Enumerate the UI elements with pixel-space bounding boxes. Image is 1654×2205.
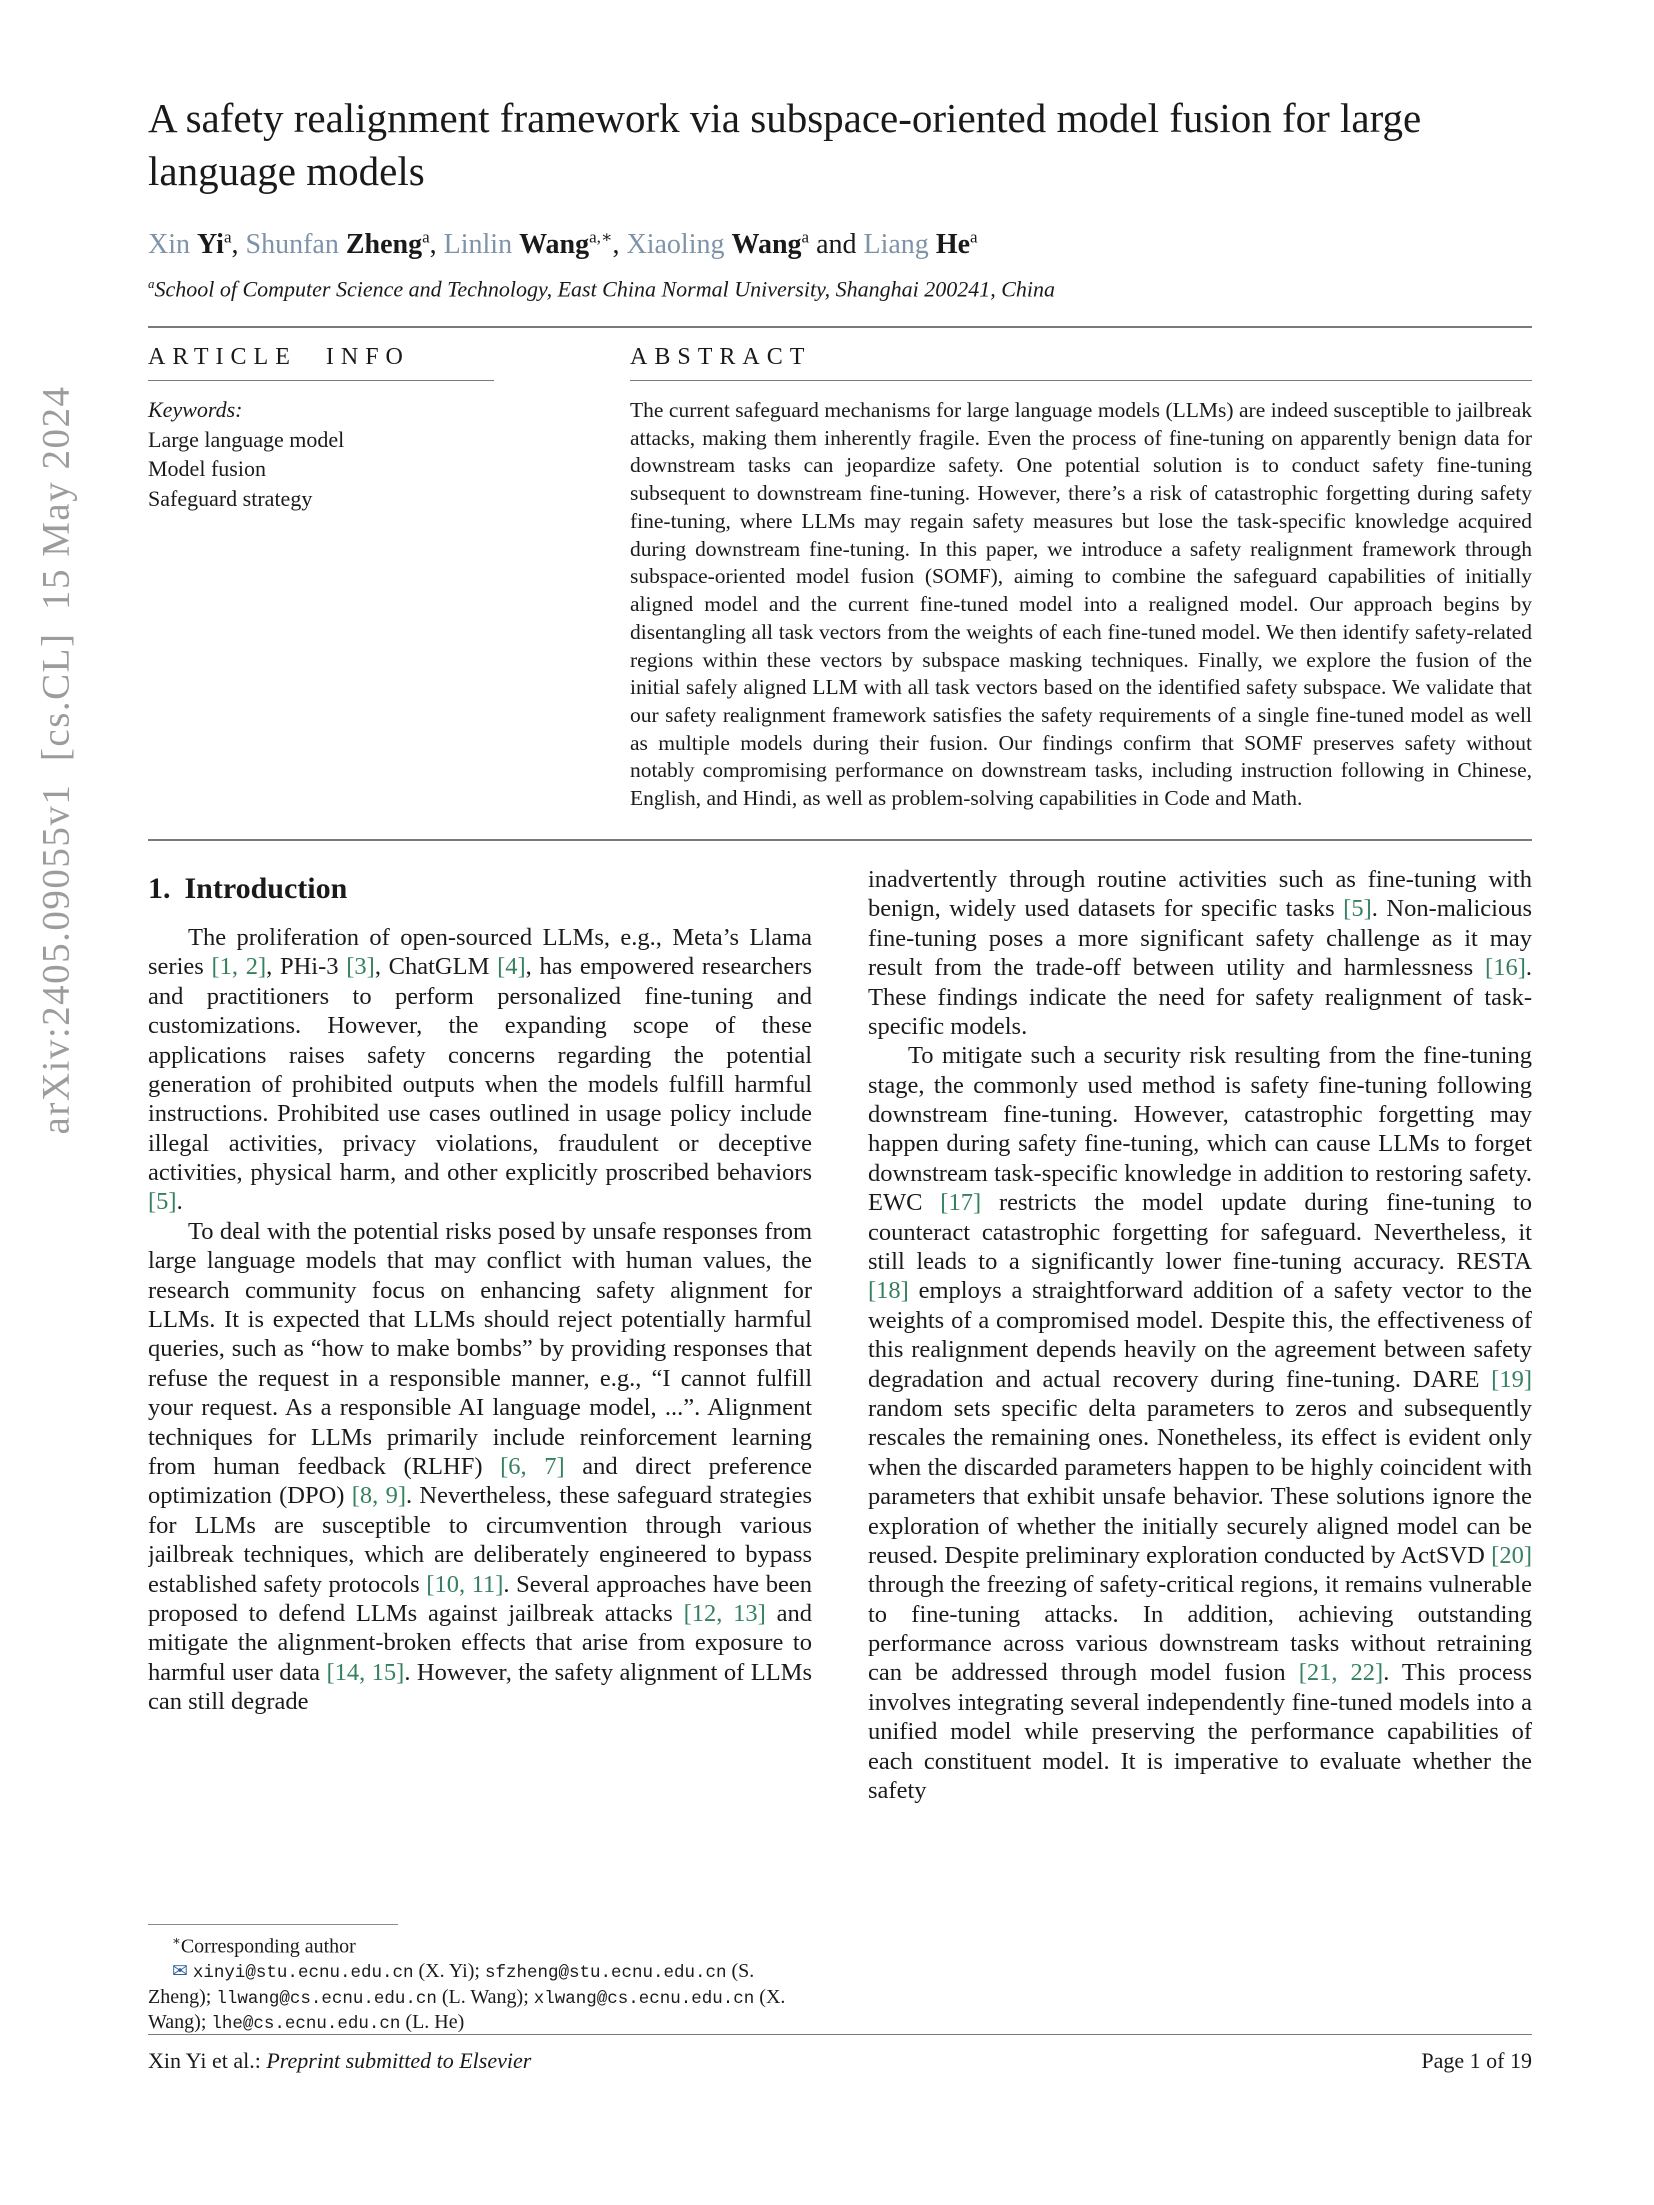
keywords-label: Keywords:: [148, 396, 243, 422]
abstract-column: [630, 344, 1532, 813]
body-columns: [148, 865, 1532, 2035]
author-name: Xiaoling Wang$^a$: [626, 227, 810, 260]
info-abstract-section: [148, 344, 1532, 813]
citation-link[interactable]: [10, 11]: [426, 1570, 504, 1598]
citation-link[interactable]: [1, 2]: [211, 953, 267, 981]
paragraph: inadvertently through routine activities such as fine-tuning with benign, widely used datasets for specific tasks [5]. Non-malicious fine-tuning poses a more significant safety challenge as it may result from the trade-off between utility and harmlessness [16]. These findings indicate the need for safety realignment of task-specific models.: [868, 865, 1532, 1040]
intro-paragraphs: [148, 923, 812, 1717]
citation-link[interactable]: [3]: [346, 953, 375, 981]
footer-running-title: [148, 2048, 531, 2074]
citation-link[interactable]: [12, 13]: [683, 1599, 766, 1627]
author-name: Liang He$^a$: [863, 227, 978, 260]
email-link[interactable]: llwang@cs.ecnu.edu.cn: [216, 1988, 437, 2009]
paper-content: [148, 0, 1532, 2205]
abstract-text: The current safeguard mechanisms for large language models (LLMs) are indeed susceptible to jailbreak attacks, making them inherently fragile. Even the process of fine-tuning on apparently benign data for downstream tasks can jeopardize safety. One potential solution is to conduct safety fine-tuning subsequent to downstream fine-tuning. However, there’s a risk of catastrophic forgetting during safety fine-tuning, where LLMs may regain safety measures but lose the task-specific knowledge acquired during downstream fine-tuning. In this paper, we introduce a safety realignment framework through subspace-oriented model fusion (SOMF), aiming to combine the safeguard capabilities of initially aligned model and the current fine-tuned model into a realigned model. Our approach begins by disentangling all task vectors from the weights of each fine-tuned model. We then identify safety-related regions within these vectors by subspace masking techniques. Finally, we explore the fusion of the initial safely aligned LLM with all task vectors based on the identified safety subspace. We validate that our safety realignment framework satisfies the safety requirements of a single fine-tuned model as well as multiple models during their fusion. Our findings confirm that SOMF preserves safety without notably compromising performance on downstream tasks, including instruction following in Chinese, English, and Hindi, as well as problem-solving capabilities in Code and Math.: [630, 397, 1532, 811]
email-link[interactable]: lhe@cs.ecnu.edu.cn: [211, 2013, 401, 2034]
corresponding-author-label: Corresponding author: [180, 1935, 356, 1958]
affiliation-superscript: a: [148, 275, 155, 291]
article-info-column: [148, 344, 494, 813]
citation-link[interactable]: [16]: [1485, 954, 1526, 982]
footer-authors: Xin Yi et al.:: [148, 2048, 261, 2073]
paper-title: A safety realignment framework via subspace-oriented model fusion for large language models: [148, 95, 1422, 195]
keyword-item: Large language model: [148, 426, 345, 452]
citation-link[interactable]: [14, 15]: [326, 1658, 405, 1686]
abstract-header: ABSTRACT: [630, 344, 1532, 381]
section-title: Introduction: [184, 871, 348, 905]
author-name: Shunfan Zheng$^a$: [245, 227, 430, 260]
citation-link[interactable]: [20]: [1491, 1541, 1532, 1569]
left-column: [148, 865, 812, 2035]
arxiv-stamp: arXiv:2405.09055v1 [cs.CL] 15 May 2024: [34, 385, 78, 1135]
paragraph: To deal with the potential risks posed by unsafe responses from large language models that may conflict with human values, the research community focus on enhancing safety alignment for LLMs. It is expected that LLMs should reject potentially harmful queries, such as “how to make bombs” by providing responses that refuse the request in a responsible manner, e.g., “I cannot fulfill your request. As a responsible AI language model, ...”. Alignment techniques for LLMs primarily include reinforcement learning from human feedback (RLHF) [6, 7] and direct preference optimization (DPO) [8, 9]. Nevertheless, these safeguard strategies for LLMs are susceptible to circumvention through various jailbreak techniques, which are deliberately engineered to bypass established safety protocols [10, 11]. Several approaches have been proposed to defend LLMs against jailbreak attacks [12, 13] and mitigate the alignment-broken effects that arise from exposure to harmful user data [14, 15]. However, the safety alignment of LLMs can still degrade: [148, 1217, 812, 1716]
email-link[interactable]: xinyi@stu.ecnu.edu.cn: [192, 1963, 414, 1984]
page-number: Page 1 of 19: [1421, 2048, 1532, 2073]
citation-link[interactable]: [6, 7]: [500, 1452, 565, 1480]
author-list: Xin Yi$^a$, Shunfan Zheng$^a$, Linlin Wang$^{a,∗}$, Xiaoling Wang$^a$ and Liang He$^a$: [148, 227, 978, 260]
citation-link[interactable]: [8, 9]: [351, 1482, 406, 1510]
citation-link[interactable]: [5]: [1343, 895, 1372, 923]
keywords-list: [148, 425, 494, 513]
citation-link[interactable]: [18]: [868, 1277, 909, 1305]
article-info-header: ARTICLE INFO: [148, 344, 494, 381]
email-link[interactable]: sfzheng@stu.ecnu.edu.cn: [484, 1963, 727, 1984]
affiliation: [148, 276, 1532, 302]
envelope-icon: ✉: [172, 1961, 188, 1983]
author-name: Linlin Wang$^{a,∗}$: [443, 227, 613, 260]
footnote: [148, 1910, 812, 2035]
citation-link[interactable]: [19]: [1491, 1365, 1532, 1393]
keyword-item: Model fusion: [148, 456, 266, 482]
citation-link[interactable]: [4]: [497, 953, 526, 981]
divider: [148, 326, 1532, 328]
page-footer: [148, 2034, 1532, 2074]
author-name: Xin Yi$^a$: [148, 227, 232, 260]
footnote-rule: [148, 1924, 398, 1925]
keyword-item: Safeguard strategy: [148, 485, 313, 511]
right-column: [868, 865, 1532, 2035]
paragraph: To mitigate such a security risk resulting from the fine-tuning stage, the commonly used method is safety fine-tuning following downstream fine-tuning. However, catastrophic forgetting may happen during safety fine-tuning, which can cause LLMs to forget downstream task-specific knowledge in addition to restoring safety. EWC [17] restricts the model update during fine-tuning to counteract catastrophic forgetting for safeguard. Nevertheless, it still leads to a significantly lower fine-tuning accuracy. RESTA [18] employs a straightforward addition of a safety vector to the weights of a compromised model. Despite this, the effectiveness of this realignment depends heavily on the agreement between safety degradation and actual recovery during fine-tuning. DARE [19] random sets specific delta parameters to zeros and subsequently rescales the remaining ones. Nonetheless, its effect is evident only when the discarded parameters happen to be highly coincident with parameters that exhibit unsafe behavior. These solutions ignore the exploration of whether the initially securely aligned model can be reused. Despite preliminary exploration conducted by ActSVD [20] through the freezing of safety-critical regions, it remains vulnerable to fine-tuning attacks. In addition, achieving outstanding performance across various downstream tasks without retraining can be addressed through model fusion [21, 22]. This process involves integrating several independently fine-tuned models into a unified model while preserving the performance capabilities of each constituent model. It is imperative to evaluate whether the safety: [868, 1042, 1532, 1805]
footnote-emails: ✉ xinyi@stu.ecnu.edu.cn (X. Yi); sfzheng@stu.ecnu.edu.cn (S. Zheng); llwang@cs.ecnu.edu.cn (L. Wang); xlwang@cs.ecnu.edu.cn (X. Wang); lhe@cs.ecnu.edu.cn (L. He): [148, 1960, 786, 2034]
section-number: 1.: [148, 871, 171, 905]
citation-link[interactable]: [17]: [940, 1189, 982, 1217]
paragraph: The proliferation of open-sourced LLMs, e.g., Meta’s Llama series [1, 2], PHi-3 [3], ChatGLM [4], has empowered researchers and practitioners to perform personalized fine-tuning and customizations. However, the expanding scope of these applications raises safety concerns regarding the potential generation of prohibited outputs when the models fulfill harmful instructions. Prohibited use cases outlined in usage policy include illegal activities, privacy violations, fraudulent or deceptive activities, physical harm, and other explicitly proscribed behaviors [5].: [148, 923, 813, 1216]
email-link[interactable]: xlwang@cs.ecnu.edu.cn: [533, 1988, 755, 2009]
section-heading: [148, 871, 812, 907]
divider: [148, 839, 1532, 841]
corresponding-author-note: [148, 1933, 812, 1960]
affiliation-text: School of Computer Science and Technology, East China Normal University, Shanghai 200241, China: [154, 275, 1056, 301]
footer-note: Preprint submitted to Elsevier: [266, 2048, 532, 2073]
citation-link[interactable]: [5]: [148, 1188, 177, 1216]
citation-link[interactable]: [21, 22]: [1298, 1659, 1384, 1687]
footnote-marker: ∗: [172, 1932, 181, 1948]
